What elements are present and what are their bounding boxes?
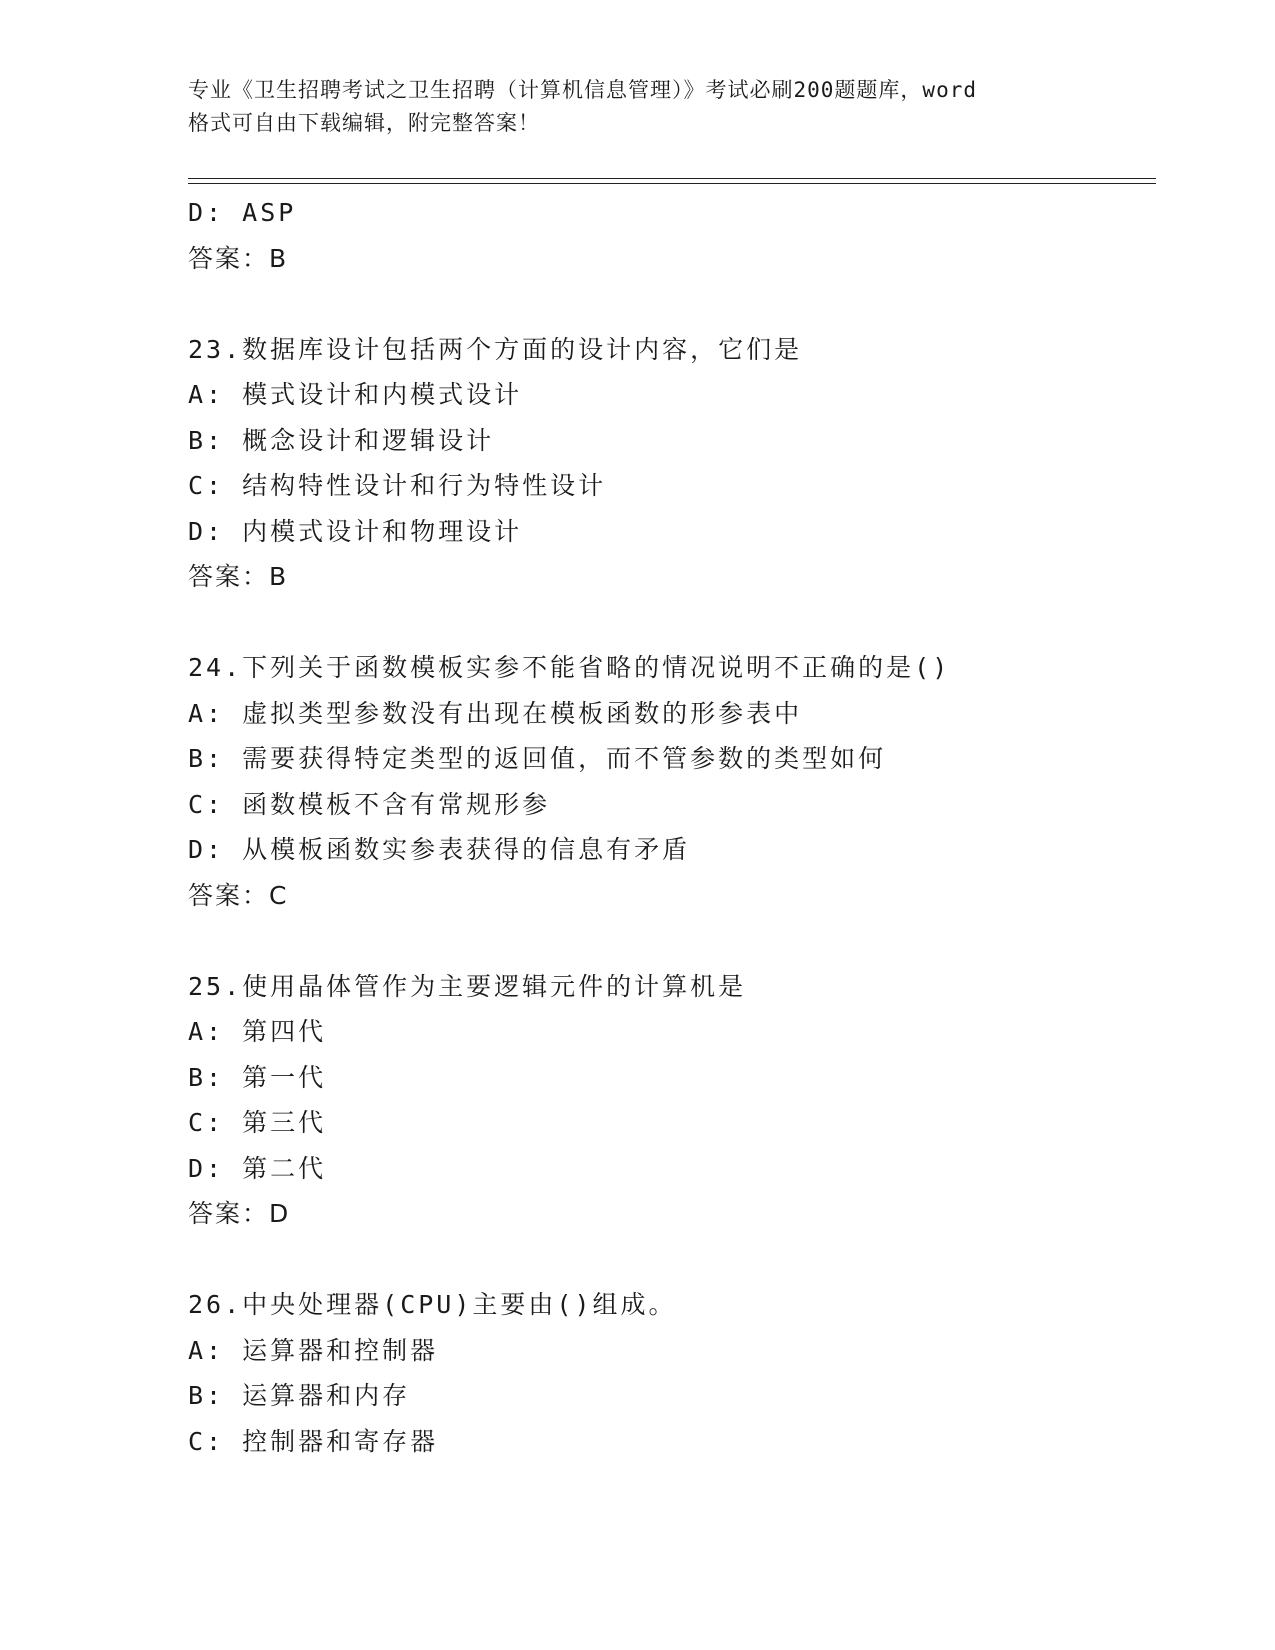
- q24-option-b: B: 需要获得特定类型的返回值，而不管参数的类型如何: [188, 744, 887, 773]
- q26-option-c: C: 控制器和寄存器: [188, 1426, 439, 1456]
- q24-stem: 24.下列关于函数模板实参不能省略的情况说明不正确的是(): [188, 653, 951, 682]
- q24-option-c: C: 函数模板不含有常规形参: [188, 789, 551, 819]
- q25-option-b: B: 第一代: [188, 1062, 327, 1092]
- q23-option-c: C: 结构特性设计和行为特性设计: [188, 471, 607, 500]
- q23-answer: 答案：B: [188, 562, 289, 591]
- document-header: [188, 74, 1088, 140]
- q24-option-a: A: 虚拟类型参数没有出现在模板函数的形参表中: [188, 698, 803, 728]
- q26-stem: 26.中央处理器(CPU)主要由()组成。: [188, 1290, 677, 1319]
- spacer: [188, 600, 1148, 646]
- question-list: [188, 190, 1148, 1464]
- q26-option-a: A: 运算器和控制器: [188, 1335, 439, 1365]
- spacer: [188, 918, 1148, 964]
- q22-option-d: D: ASP: [188, 198, 297, 227]
- q24-answer: 答案：C: [188, 880, 289, 910]
- spacer: [188, 281, 1148, 327]
- header-rule-bottom: [188, 183, 1156, 184]
- header-rule-top: [188, 178, 1156, 179]
- q23-option-a: A: 模式设计和内模式设计: [188, 380, 523, 409]
- q25-stem: 25.使用晶体管作为主要逻辑元件的计算机是: [188, 971, 747, 1001]
- q25-option-a: A: 第四代: [188, 1017, 327, 1046]
- header-line-2: 格式可自由下载编辑，附完整答案！: [188, 111, 540, 135]
- q22-answer: 答案：B: [188, 243, 289, 273]
- q25-option-c: C: 第三代: [188, 1108, 327, 1137]
- q25-option-d: D: 第二代: [188, 1153, 327, 1183]
- q23-option-b: B: 概念设计和逻辑设计: [188, 425, 495, 455]
- q25-answer: 答案：D: [188, 1199, 291, 1228]
- q24-option-d: D: 从模板函数实参表获得的信息有矛盾: [188, 835, 691, 864]
- spacer: [188, 1237, 1148, 1283]
- q23-option-d: D: 内模式设计和物理设计: [188, 516, 523, 546]
- q23-stem: 23.数据库设计包括两个方面的设计内容，它们是: [188, 334, 803, 364]
- header-line-1: 专业《卫生招聘考试之卫生招聘（计算机信息管理）》考试必刷200题题库，word: [188, 78, 977, 102]
- q26-option-b: B: 运算器和内存: [188, 1381, 411, 1410]
